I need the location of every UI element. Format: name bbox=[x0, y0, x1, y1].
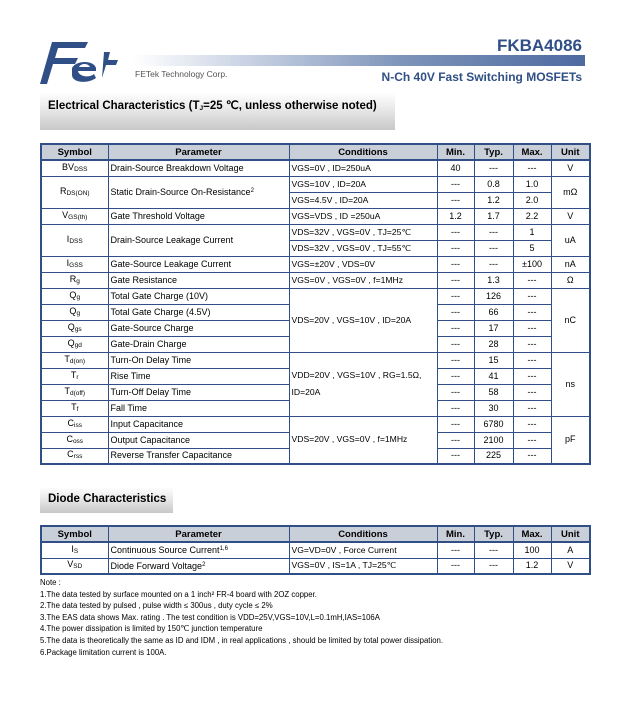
diode-section-title: Diode Characteristics bbox=[48, 493, 167, 505]
min-cell: --- bbox=[437, 352, 474, 368]
notes-block bbox=[40, 577, 600, 658]
typ-cell: 0.8 bbox=[474, 176, 513, 192]
typ-cell: 58 bbox=[474, 384, 513, 400]
min-cell: --- bbox=[437, 320, 474, 336]
min-cell: --- bbox=[437, 240, 474, 256]
conditions-cell: VGS=±20V , VDS=0V bbox=[289, 256, 437, 272]
header-typ: Typ. bbox=[474, 144, 513, 160]
unit-cell: Ω bbox=[551, 272, 590, 288]
unit-cell: nC bbox=[551, 288, 590, 352]
max-cell: --- bbox=[513, 432, 551, 448]
typ-cell: 66 bbox=[474, 304, 513, 320]
max-cell: --- bbox=[513, 288, 551, 304]
typ-cell: --- bbox=[474, 256, 513, 272]
min-cell: --- bbox=[437, 192, 474, 208]
min-cell: --- bbox=[437, 304, 474, 320]
parameter-cell: Total Gate Charge (10V) bbox=[108, 288, 289, 304]
symbol-cell: $V_{GS(th)}$ bbox=[41, 208, 108, 224]
typ-cell: 28 bbox=[474, 336, 513, 352]
header-max: Max. bbox=[513, 144, 551, 160]
conditions-cell: VG=VD=0V , Force Current bbox=[289, 542, 437, 558]
note-3: 3.The EAS data shows Max. rating . The test condition is VDD=25V,VGS=10V,L=0.1mH,IAS=106A bbox=[40, 612, 380, 622]
typ-cell: 17 bbox=[474, 320, 513, 336]
unit-cell: pF bbox=[551, 416, 590, 464]
max-cell: 2.2 bbox=[513, 208, 551, 224]
table-header-row bbox=[41, 526, 590, 542]
header-parameter: Parameter bbox=[108, 526, 289, 542]
parameter-cell: Turn-Off Delay Time bbox=[108, 384, 289, 400]
parameter-cell: Rise Time bbox=[108, 368, 289, 384]
max-cell: 1.0 bbox=[513, 176, 551, 192]
electrical-characteristics-table bbox=[40, 143, 591, 465]
max-cell: --- bbox=[513, 160, 551, 176]
symbol-cell: $C_{rss}$ bbox=[41, 448, 108, 464]
max-cell: --- bbox=[513, 400, 551, 416]
min-cell: --- bbox=[437, 558, 474, 574]
max-cell: 5 bbox=[513, 240, 551, 256]
fetek-logo bbox=[38, 38, 134, 88]
max-cell: 1.2 bbox=[513, 558, 551, 574]
min-cell: --- bbox=[437, 432, 474, 448]
symbol-cell: $V_{SD}$ bbox=[41, 558, 108, 574]
parameter-cell: Output Capacitance bbox=[108, 432, 289, 448]
conditions-cell: VGS=10V , ID=20A bbox=[289, 176, 437, 192]
min-cell: --- bbox=[437, 256, 474, 272]
conditions-cell: VGS=4.5V , ID=20A bbox=[289, 192, 437, 208]
min-cell: --- bbox=[437, 288, 474, 304]
unit-cell: V bbox=[551, 558, 590, 574]
header-unit: Unit bbox=[551, 144, 590, 160]
typ-cell: 1.3 bbox=[474, 272, 513, 288]
header-symbol: Symbol bbox=[41, 526, 108, 542]
symbol-cell: $Q_{gd}$ bbox=[41, 336, 108, 352]
symbol-cell: $R_g$ bbox=[41, 272, 108, 288]
unit-cell: ns bbox=[551, 352, 590, 416]
parameter-cell: Static Drain-Source On-Resistance$^2$ bbox=[108, 176, 289, 208]
typ-cell: 30 bbox=[474, 400, 513, 416]
min-cell: --- bbox=[437, 400, 474, 416]
typ-cell: --- bbox=[474, 558, 513, 574]
max-cell: --- bbox=[513, 384, 551, 400]
conditions-cell: VDS=32V , VGS=0V , TJ=55℃ bbox=[289, 240, 437, 256]
header-min: Min. bbox=[437, 526, 474, 542]
header-min: Min. bbox=[437, 144, 474, 160]
typ-cell: --- bbox=[474, 160, 513, 176]
max-cell: 100 bbox=[513, 542, 551, 558]
min-cell: 1.2 bbox=[437, 208, 474, 224]
symbol-cell: $I_{GSS}$ bbox=[41, 256, 108, 272]
header-unit: Unit bbox=[551, 526, 590, 542]
typ-cell: 41 bbox=[474, 368, 513, 384]
max-cell: --- bbox=[513, 368, 551, 384]
symbol-cell: $I_{DSS}$ bbox=[41, 224, 108, 256]
typ-cell: 126 bbox=[474, 288, 513, 304]
typ-cell: --- bbox=[474, 224, 513, 240]
table-row bbox=[41, 288, 590, 304]
parameter-cell: Input Capacitance bbox=[108, 416, 289, 432]
symbol-cell: $Q_g$ bbox=[41, 288, 108, 304]
symbol-cell: $T_f$ bbox=[41, 400, 108, 416]
conditions-cell: VGS=0V , IS=1A , TJ=25℃ bbox=[289, 558, 437, 574]
min-cell: --- bbox=[437, 542, 474, 558]
conditions-cell: VGS=VDS , ID =250uA bbox=[289, 208, 437, 224]
conditions-cell: VGS=0V , ID=250uA bbox=[289, 160, 437, 176]
typ-cell: 2100 bbox=[474, 432, 513, 448]
conditions-cell: VDS=32V , VGS=0V , TJ=25℃ bbox=[289, 224, 437, 240]
min-cell: --- bbox=[437, 416, 474, 432]
parameter-cell: Fall Time bbox=[108, 400, 289, 416]
table-row bbox=[41, 416, 590, 432]
table-row bbox=[41, 208, 590, 224]
table-row bbox=[41, 558, 590, 574]
header-conditions: Conditions bbox=[289, 144, 437, 160]
table-row bbox=[41, 160, 590, 176]
note-2: 2.The data tested by pulsed , pulse width ≤ 300us , duty cycle ≤ 2% bbox=[40, 601, 273, 611]
symbol-cell: $T_r$ bbox=[41, 368, 108, 384]
conditions-cell: VDS=20V , VGS=10V , ID=20A bbox=[289, 288, 437, 352]
symbol-cell: $Q_g$ bbox=[41, 304, 108, 320]
max-cell: --- bbox=[513, 336, 551, 352]
table-row bbox=[41, 224, 590, 240]
unit-cell: mΩ bbox=[551, 176, 590, 208]
max-cell: --- bbox=[513, 416, 551, 432]
parameter-cell: Drain-Source Breakdown Voltage bbox=[108, 160, 289, 176]
parameter-cell: Gate Threshold Voltage bbox=[108, 208, 289, 224]
parameter-cell: Gate-Source Leakage Current bbox=[108, 256, 289, 272]
max-cell: 1 bbox=[513, 224, 551, 240]
max-cell: --- bbox=[513, 352, 551, 368]
parameter-cell: Diode Forward Voltage$^2$ bbox=[108, 558, 289, 574]
conditions-cell: VDD=20V , VGS=10V , RG=1.5Ω, ID=20A bbox=[289, 352, 437, 416]
note-5: 5.The data is theoretically the same as ID and IDM , in real applications , should be limited by total power dissipation. bbox=[40, 635, 444, 645]
diode-section-header bbox=[40, 487, 173, 513]
electrical-section-title: Electrical Characteristics ($T_J=25$ ℃, unless otherwise noted) bbox=[48, 100, 377, 112]
min-cell: --- bbox=[437, 368, 474, 384]
table-row bbox=[41, 176, 590, 192]
parameter-cell: Gate-Source Charge bbox=[108, 320, 289, 336]
max-cell: --- bbox=[513, 272, 551, 288]
min-cell: --- bbox=[437, 336, 474, 352]
min-cell: --- bbox=[437, 448, 474, 464]
company-name: FETek Technology Corp. bbox=[135, 69, 228, 79]
symbol-cell: $Q_{gs}$ bbox=[41, 320, 108, 336]
typ-cell: 15 bbox=[474, 352, 513, 368]
unit-cell: nA bbox=[551, 256, 590, 272]
header-max: Max. bbox=[513, 526, 551, 542]
typ-cell: 6780 bbox=[474, 416, 513, 432]
header-bar bbox=[133, 55, 585, 66]
min-cell: --- bbox=[437, 272, 474, 288]
max-cell: ±100 bbox=[513, 256, 551, 272]
max-cell: --- bbox=[513, 320, 551, 336]
parameter-cell: Drain-Source Leakage Current bbox=[108, 224, 289, 256]
max-cell: --- bbox=[513, 448, 551, 464]
min-cell: --- bbox=[437, 384, 474, 400]
part-number: FKBA4086 bbox=[496, 36, 582, 55]
note-1: 1.The data tested by surface mounted on a 1 inch² FR-4 board with 2OZ copper. bbox=[40, 589, 317, 599]
product-subtitle: N-Ch 40V Fast Switching MOSFETs bbox=[381, 70, 582, 84]
header-symbol: Symbol bbox=[41, 144, 108, 160]
min-cell: --- bbox=[437, 176, 474, 192]
header-typ: Typ. bbox=[474, 526, 513, 542]
typ-cell: 225 bbox=[474, 448, 513, 464]
max-cell: --- bbox=[513, 304, 551, 320]
unit-cell: V bbox=[551, 208, 590, 224]
table-header-row bbox=[41, 144, 590, 160]
symbol-cell: $T_{d(off)}$ bbox=[41, 384, 108, 400]
electrical-section-header bbox=[40, 92, 395, 130]
diode-characteristics-table bbox=[40, 525, 591, 575]
unit-cell: A bbox=[551, 542, 590, 558]
max-cell: 2.0 bbox=[513, 192, 551, 208]
typ-cell: 1.2 bbox=[474, 192, 513, 208]
parameter-cell: Gate-Drain Charge bbox=[108, 336, 289, 352]
parameter-cell: Continuous Source Current$^{1,6}$ bbox=[108, 542, 289, 558]
symbol-cell: $R_{DS(ON)}$ bbox=[41, 176, 108, 208]
table-row bbox=[41, 352, 590, 368]
parameter-cell: Gate Resistance bbox=[108, 272, 289, 288]
typ-cell: 1.7 bbox=[474, 208, 513, 224]
parameter-cell: Total Gate Charge (4.5V) bbox=[108, 304, 289, 320]
note-4: 4.The power dissipation is limited by 150℃ junction temperature bbox=[40, 624, 263, 634]
parameter-cell: Reverse Transfer Capacitance bbox=[108, 448, 289, 464]
header-parameter: Parameter bbox=[108, 144, 289, 160]
table-row bbox=[41, 272, 590, 288]
table-row bbox=[41, 542, 590, 558]
min-cell: 40 bbox=[437, 160, 474, 176]
symbol-cell: $C_{iss}$ bbox=[41, 416, 108, 432]
parameter-cell: Turn-On Delay Time bbox=[108, 352, 289, 368]
conditions-cell: VDS=20V , VGS=0V , f=1MHz bbox=[289, 416, 437, 464]
symbol-cell: $C_{oss}$ bbox=[41, 432, 108, 448]
notes-label: Note : bbox=[40, 578, 61, 587]
table-row bbox=[41, 256, 590, 272]
header-conditions: Conditions bbox=[289, 526, 437, 542]
min-cell: --- bbox=[437, 224, 474, 240]
unit-cell: uA bbox=[551, 224, 590, 256]
symbol-cell: $BV_{DSS}$ bbox=[41, 160, 108, 176]
typ-cell: --- bbox=[474, 240, 513, 256]
note-6: 6.Package limitation current is 100A. bbox=[40, 647, 167, 657]
symbol-cell: $T_{d(on)}$ bbox=[41, 352, 108, 368]
unit-cell: V bbox=[551, 160, 590, 176]
symbol-cell: $I_S$ bbox=[41, 542, 108, 558]
conditions-cell: VGS=0V , VGS=0V , f=1MHz bbox=[289, 272, 437, 288]
typ-cell: --- bbox=[474, 542, 513, 558]
